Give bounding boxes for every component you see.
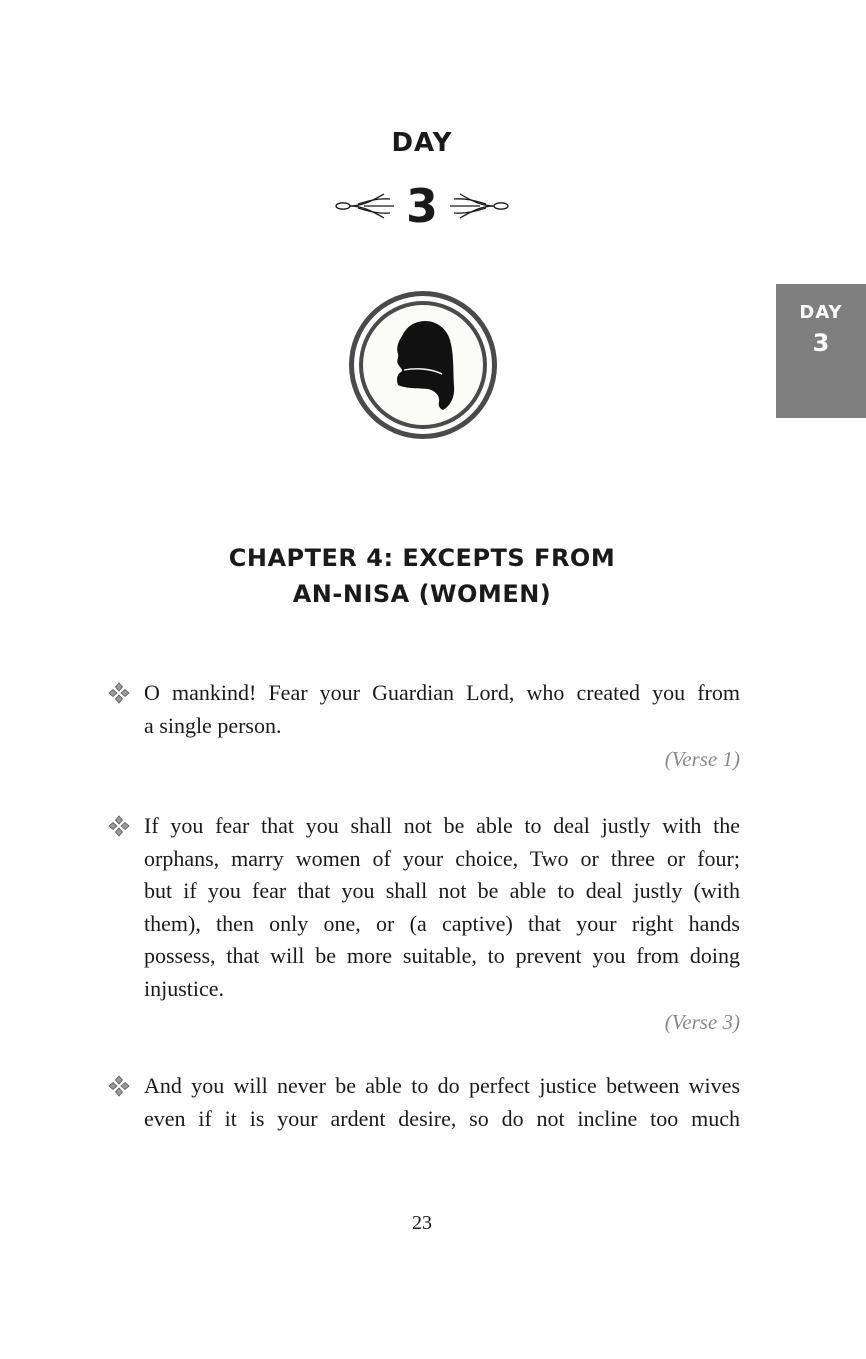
chapter-title-line: CHAPTER 4: EXCEPTS FROM [228, 544, 616, 572]
veiled-woman-silhouette-icon [346, 288, 500, 442]
verse-line: possess, that will be more suitable, to prevent you from doing [144, 943, 740, 968]
day-side-tab [776, 284, 866, 418]
verse-line: even if it is your ardent desire, so do not incline too much [144, 1105, 740, 1131]
verse-item [108, 677, 740, 775]
verse-line: them), then only one, or (a captive) that your right hands [144, 910, 740, 936]
four-diamond-ornament-icon [108, 682, 130, 704]
right-flourish-icon [446, 191, 510, 221]
four-diamond-ornament-icon [108, 1075, 130, 1097]
day-heading: DAY [391, 128, 453, 158]
verse-line: And you will never be able to do perfect justice between wives [144, 1073, 740, 1098]
verse-item [108, 1070, 740, 1135]
side-tab-day-number: 3 [812, 329, 830, 357]
verse-line: a single person. [144, 712, 282, 738]
verse-line: O mankind! Fear your Guardian Lord, who created you from [144, 680, 740, 705]
verse-line: orphans, marry women of your choice, Two or three or four; [144, 845, 740, 871]
verse-item [108, 810, 740, 1038]
page-number: 23 [412, 1212, 432, 1234]
day-number: 3 [405, 179, 438, 233]
four-diamond-ornament-icon [108, 815, 130, 837]
side-tab-day-label: DAY [799, 302, 843, 323]
verse-line: but if you fear that you shall not be able to deal justly (with [144, 878, 740, 903]
left-flourish-icon [334, 191, 398, 221]
verse-line: injustice. [144, 975, 225, 1001]
verse-reference: (Verse 3) [664, 1010, 740, 1034]
verse-line: If you fear that you shall not be able to deal justly with the [144, 813, 740, 838]
chapter-title-line: AN-NISA (WOMEN) [292, 580, 552, 608]
verse-reference: (Verse 1) [664, 747, 740, 771]
chapter-title [110, 540, 734, 612]
day-number-row [0, 178, 844, 234]
